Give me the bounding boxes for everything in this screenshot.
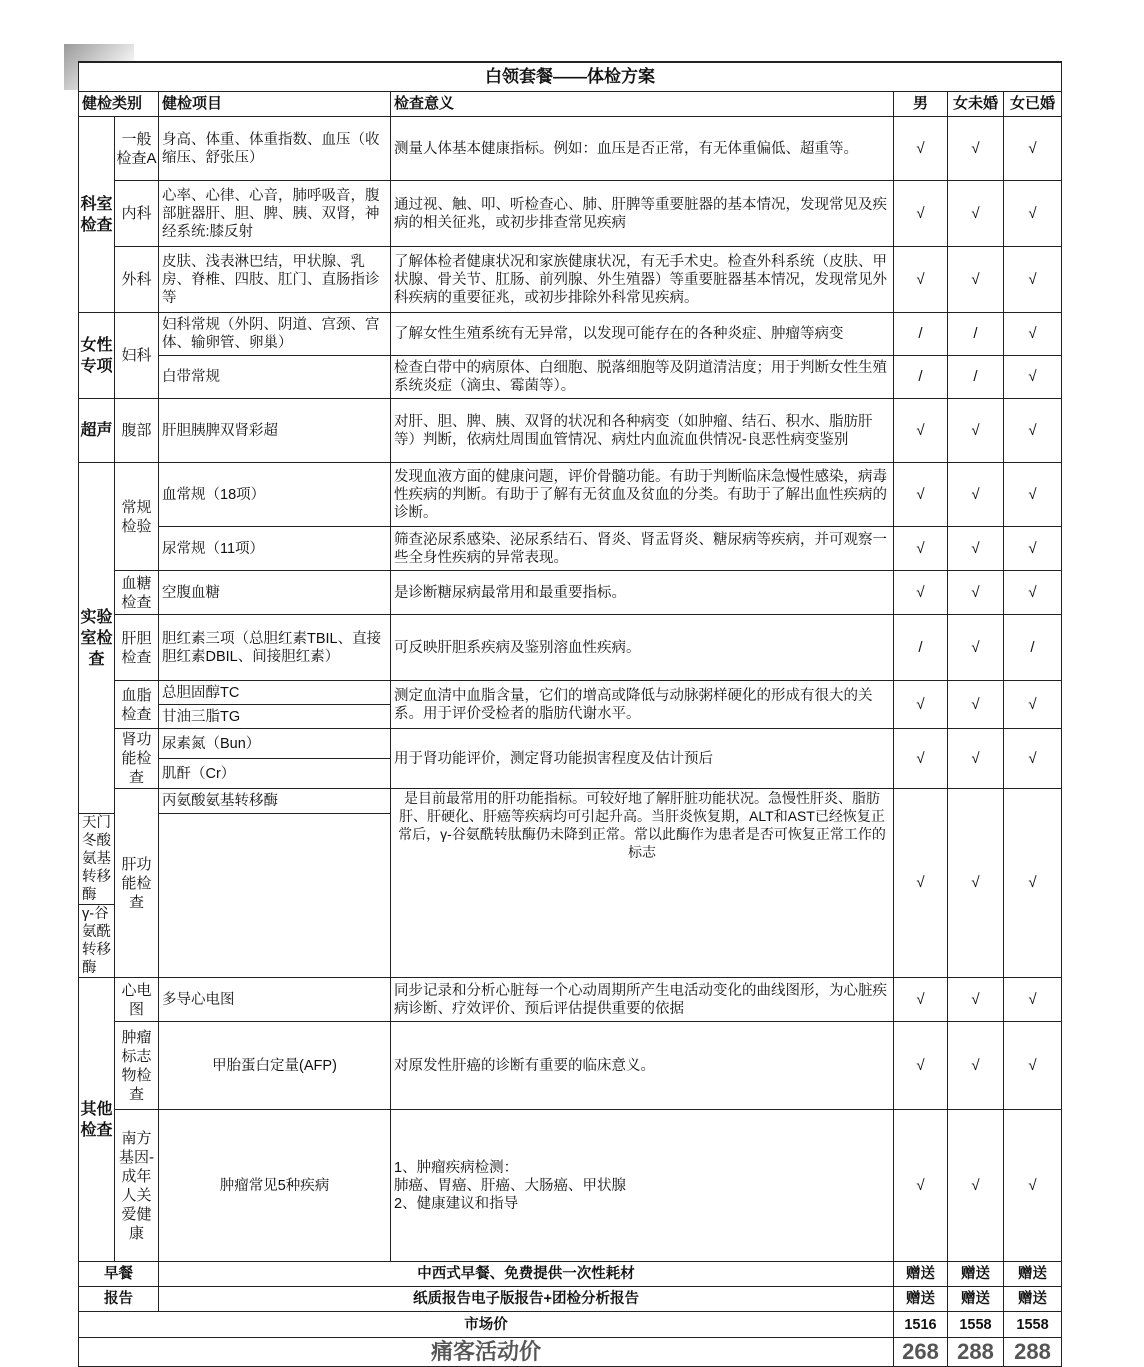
mark-female-single: √ bbox=[948, 615, 1004, 681]
item-cell: 甲胎蛋白定量(AFP) bbox=[159, 1022, 391, 1110]
sub-category: 肝胆检查 bbox=[115, 615, 159, 681]
sub-category: 内科 bbox=[115, 181, 159, 247]
mark-female-single: √ bbox=[948, 571, 1004, 615]
market-price-female-single: 1558 bbox=[948, 1312, 1004, 1338]
mark-female-single: √ bbox=[948, 527, 1004, 571]
item-cell: 肝胆胰脾双肾彩超 bbox=[159, 399, 391, 463]
mark-female-married: √ bbox=[1004, 463, 1062, 527]
mark-female-married: √ bbox=[1004, 181, 1062, 247]
item-cell: 皮肤、浅表淋巴结，甲状腺、乳房、脊椎、四肢、肛门、直肠指诊等 bbox=[159, 247, 391, 313]
group-label: 其他检查 bbox=[79, 978, 115, 1262]
breakfast-label: 早餐 bbox=[79, 1262, 159, 1287]
report-label: 报告 bbox=[79, 1287, 159, 1312]
item-cell: 胆红素三项（总胆红素TBIL、直接胆红素DBIL、间接胆红素） bbox=[159, 615, 391, 681]
breakfast-text: 中西式早餐、免费提供一次性耗材 bbox=[159, 1262, 894, 1287]
mark-female-married: √ bbox=[1004, 1110, 1062, 1262]
meaning-cell: 对原发性肝癌的诊断有重要的临床意义。 bbox=[391, 1022, 894, 1110]
item-cell: 甘油三脂TG bbox=[159, 705, 391, 729]
sub-category: 南方基因-成年人关爱健康 bbox=[115, 1110, 159, 1262]
group-label: 女性专项 bbox=[79, 313, 115, 399]
gift-male: 赠送 bbox=[894, 1287, 948, 1312]
mark-female-single: √ bbox=[948, 729, 1004, 789]
exam-plan-sheet bbox=[78, 61, 1061, 1364]
item-cell: 肌酐（Cr） bbox=[159, 759, 391, 789]
gift-male: 赠送 bbox=[894, 1262, 948, 1287]
mark-female-single: √ bbox=[948, 247, 1004, 313]
mark-female-single: √ bbox=[948, 681, 1004, 729]
group-label: 科室检查 bbox=[79, 117, 115, 313]
mark-male: / bbox=[894, 356, 948, 399]
mark-male: √ bbox=[894, 978, 948, 1022]
meaning-cell: 对肝、胆、脾、胰、双肾的状况和各种病变（如肿瘤、结石、积水、脂肪肝等）判断，依病灶周围血管情况、病灶内血流血供情况-良恶性病变鉴别 bbox=[391, 399, 894, 463]
mark-female-single: √ bbox=[948, 117, 1004, 181]
report-text: 纸质报告电子版报告+团检分析报告 bbox=[159, 1287, 894, 1312]
item-cell: 身高、体重、体重指数、血压（收缩压、舒张压） bbox=[159, 117, 391, 181]
mark-male: / bbox=[894, 313, 948, 356]
item-cell: 总胆固醇TC bbox=[159, 681, 391, 705]
item-cell: 空腹血糖 bbox=[159, 571, 391, 615]
item-cell: 尿素氮（Bun） bbox=[159, 729, 391, 759]
meaning-cell: 用于肾功能评价，测定肾功能损害程度及估计预后 bbox=[391, 729, 894, 789]
meaning-line: 2、健康建议和指导 bbox=[394, 1195, 519, 1212]
item-cell: 尿常规（11项） bbox=[159, 527, 391, 571]
mark-female-single: √ bbox=[948, 789, 1004, 978]
mark-male: √ bbox=[894, 247, 948, 313]
sub-category: 心电图 bbox=[115, 978, 159, 1022]
mark-male: √ bbox=[894, 1110, 948, 1262]
group-label: 超声 bbox=[79, 399, 115, 463]
item-cell: 多导心电图 bbox=[159, 978, 391, 1022]
meaning-cell: 同步记录和分析心脏每一个心动周期所产生电活动变化的曲线图形，为心脏疾病诊断、疗效评价、预后评估提供重要的依据 bbox=[391, 978, 894, 1022]
item-cell: 白带常规 bbox=[159, 356, 391, 399]
item-cell: 天门冬酸氨基转移酶 bbox=[79, 814, 115, 905]
meaning-cell: 了解体检者健康状况和家族健康状况，有无手术史。检查外科系统（皮肤、甲状腺、骨关节、肛肠、前列腺、外生殖器）等重要脏器基本情况，发现常见外科疾病的重要征兆，或初步排除外科常见疾病。 bbox=[391, 247, 894, 313]
sub-category: 肿瘤标志物检查 bbox=[115, 1022, 159, 1110]
mark-female-married: √ bbox=[1004, 313, 1062, 356]
promo-price-female-married: 288 bbox=[1004, 1338, 1062, 1367]
mark-male: √ bbox=[894, 399, 948, 463]
market-price-female-married: 1558 bbox=[1004, 1312, 1062, 1338]
mark-female-married: / bbox=[1004, 615, 1062, 681]
item-cell: 妇科常规（外阴、阴道、宫颈、宫体、输卵管、卵巢） bbox=[159, 313, 391, 356]
meaning-cell: 是诊断糖尿病最常用和最重要指标。 bbox=[391, 571, 894, 615]
mark-male: √ bbox=[894, 571, 948, 615]
sub-category: 妇科 bbox=[115, 313, 159, 399]
promo-price-label: 痛客活动价 bbox=[79, 1338, 894, 1367]
mark-female-married: √ bbox=[1004, 117, 1062, 181]
gift-female-single: 赠送 bbox=[948, 1262, 1004, 1287]
exam-plan-table bbox=[78, 61, 1062, 1367]
mark-female-married: √ bbox=[1004, 527, 1062, 571]
meaning-cell: 可反映肝胆系疾病及鉴别溶血性疾病。 bbox=[391, 615, 894, 681]
meaning-cell: 检查白带中的病原体、白细胞、脱落细胞等及阴道清洁度；用于判断女性生殖系统炎症（滴虫、霉菌等）。 bbox=[391, 356, 894, 399]
mark-female-single: √ bbox=[948, 1110, 1004, 1262]
header-female-married: 女已婚 bbox=[1004, 92, 1062, 117]
mark-female-married: √ bbox=[1004, 571, 1062, 615]
item-cell: 肿瘤常见5种疾病 bbox=[159, 1110, 391, 1262]
header-meaning: 检查意义 bbox=[391, 92, 894, 117]
group-label: 实验室检查 bbox=[79, 463, 115, 814]
meaning-cell: 测量人体基本健康指标。例如：血压是否正常，有无体重偏低、超重等。 bbox=[391, 117, 894, 181]
meaning-cell: 发现血液方面的健康问题，评价骨髓功能。有助于判断临床急慢性感染，病毒性疾病的判断。有助于了解有无贫血及贫血的分类。有助于了解出血性疾病的诊断。 bbox=[391, 463, 894, 527]
mark-female-married: √ bbox=[1004, 789, 1062, 978]
meaning-line: 肺癌、胃癌、肝癌、大肠癌、甲状腺 bbox=[394, 1177, 626, 1194]
mark-male: / bbox=[894, 615, 948, 681]
sub-category: 血脂检查 bbox=[115, 681, 159, 729]
mark-female-married: √ bbox=[1004, 247, 1062, 313]
mark-female-married: √ bbox=[1004, 978, 1062, 1022]
mark-female-married: √ bbox=[1004, 729, 1062, 789]
meaning-cell: 测定血清中血脂含量，它们的增高或降低与动脉粥样硬化的形成有很大的关系。用于评价受检者的脂肪代谢水平。 bbox=[391, 681, 894, 729]
promo-price-male: 268 bbox=[894, 1338, 948, 1367]
mark-female-married: √ bbox=[1004, 356, 1062, 399]
meaning-line: 1、肿瘤疾病检测： bbox=[394, 1159, 519, 1176]
mark-female-married: √ bbox=[1004, 1022, 1062, 1110]
mark-male: √ bbox=[894, 527, 948, 571]
mark-male: √ bbox=[894, 681, 948, 729]
mark-female-single: / bbox=[948, 356, 1004, 399]
header-male: 男 bbox=[894, 92, 948, 117]
mark-male: √ bbox=[894, 463, 948, 527]
header-female-single: 女未婚 bbox=[948, 92, 1004, 117]
page-title: 白领套餐——体检方案 bbox=[79, 62, 1062, 92]
promo-price-female-single: 288 bbox=[948, 1338, 1004, 1367]
gift-female-married: 赠送 bbox=[1004, 1287, 1062, 1312]
mark-female-single: / bbox=[948, 313, 1004, 356]
sub-category: 一般检查A bbox=[115, 117, 159, 181]
mark-male: √ bbox=[894, 1022, 948, 1110]
sub-category: 常规检验 bbox=[115, 463, 159, 571]
sub-category: 腹部 bbox=[115, 399, 159, 463]
market-price-male: 1516 bbox=[894, 1312, 948, 1338]
mark-female-single: √ bbox=[948, 181, 1004, 247]
sub-category: 血糖检查 bbox=[115, 571, 159, 615]
gift-female-married: 赠送 bbox=[1004, 1262, 1062, 1287]
mark-female-single: √ bbox=[948, 1022, 1004, 1110]
meaning-cell: 通过视、触、叩、听检查心、肺、肝脾等重要脏器的基本情况，发现常见及疾病的相关征兆，或初步排查常见疾病 bbox=[391, 181, 894, 247]
mark-male: √ bbox=[894, 729, 948, 789]
item-cell: 丙氨酸氨基转移酶 bbox=[159, 789, 391, 814]
item-cell: 血常规（18项） bbox=[159, 463, 391, 527]
mark-female-single: √ bbox=[948, 399, 1004, 463]
mark-female-married: √ bbox=[1004, 681, 1062, 729]
item-cell: γ-谷氨酰转移酶 bbox=[79, 905, 115, 978]
header-item: 健检项目 bbox=[159, 92, 391, 117]
mark-female-single: √ bbox=[948, 463, 1004, 527]
mark-male: √ bbox=[894, 181, 948, 247]
mark-female-single: √ bbox=[948, 978, 1004, 1022]
meaning-cell: 是目前最常用的肝功能指标。可较好地了解肝脏功能状况。急慢性肝炎、脂肪肝、肝硬化、肝癌等疾病均可引起升高。当肝炎恢复期，ALT和AST已经恢复正常后，γ-谷氨酰转肽酶仍未降到正常。常以此酶作为患者是否可恢复正常工作的标志 bbox=[391, 789, 894, 978]
item-cell: 心率、心律、心音，肺呼吸音，腹部脏器肝、胆、脾、胰、双肾，神经系统:膝反射 bbox=[159, 181, 391, 247]
meaning-cell bbox=[391, 1110, 894, 1262]
market-price-label: 市场价 bbox=[79, 1312, 894, 1338]
sub-category: 外科 bbox=[115, 247, 159, 313]
header-category: 健检类别 bbox=[79, 92, 159, 117]
gift-female-single: 赠送 bbox=[948, 1287, 1004, 1312]
meaning-cell: 筛查泌尿系感染、泌尿系结石、肾炎、肾盂肾炎、糖尿病等疾病，并可观察一些全身性疾病的异常表现。 bbox=[391, 527, 894, 571]
mark-male: √ bbox=[894, 117, 948, 181]
mark-female-married: √ bbox=[1004, 399, 1062, 463]
sub-category: 肾功能检查 bbox=[115, 729, 159, 789]
mark-male: √ bbox=[894, 789, 948, 978]
meaning-cell: 了解女性生殖系统有无异常，以发现可能存在的各种炎症、肿瘤等病变 bbox=[391, 313, 894, 356]
sub-category: 肝功能检查 bbox=[115, 789, 159, 978]
